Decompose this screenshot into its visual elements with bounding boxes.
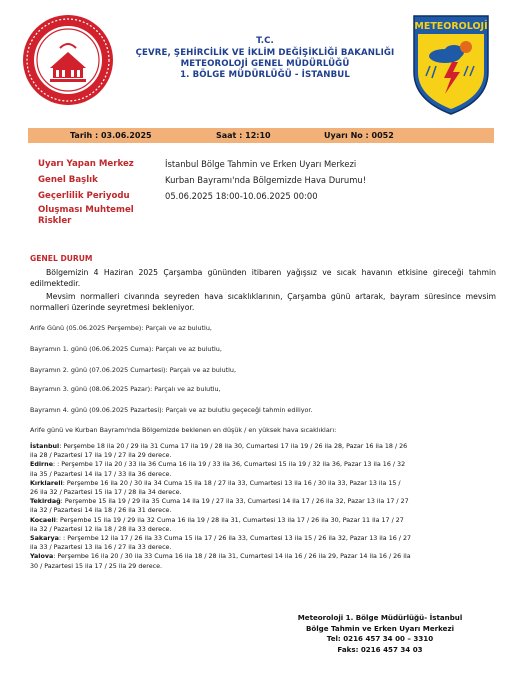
header-directorate: METEOROLOJİ GENEL MÜDÜRLÜĞÜ <box>180 59 350 69</box>
detail-label-center: Uyarı Yapan Merkez <box>38 159 134 169</box>
footer-fax: Faks: 0216 457 34 03 <box>337 644 423 654</box>
temp-city: Tekirdağ <box>30 498 61 506</box>
detail-value-title: Kurban Bayramı'nda Bölgemizde Hava Durumu! <box>165 175 367 185</box>
temp-row-tekirdag <box>30 497 498 506</box>
temp-row-sakarya <box>30 534 498 543</box>
temp-line: ila 28 / Pazartesi 17 ila 19 / 27 ila 29 derece. <box>30 452 172 460</box>
temp-line: ila 33 / Pazartesi 13 ila 16 / 27 ila 33 derece. <box>30 544 172 552</box>
header-tc: T.C. <box>256 36 274 46</box>
meteoroloji-shield-logo <box>412 14 490 116</box>
temp-line: ila 35 / Pazartesi 14 ila 17 / 33 ila 36 derece. <box>30 470 172 478</box>
day-forecast-2: Bayramın 2. günü (07.06.2025 Cumartesi): Parçalı ve az bulutlu, <box>30 366 237 374</box>
temp-line: ila 32 / Pazartesi 14 ila 18 / 26 ila 31 derece. <box>30 507 172 515</box>
temp-row-yalova <box>30 552 498 561</box>
detail-label-risks: Oluşması Muhtemel Riskler <box>38 205 134 226</box>
temp-row-cont <box>30 506 498 515</box>
day-forecast-1: Bayramın 1. günü (06.06.2025 Cuma): Parçalı ve az bulutlu, <box>30 345 222 353</box>
header-region: 1. BÖLGE MÜDÜRLÜĞÜ - İSTANBUL <box>180 70 350 80</box>
header-ministry: ÇEVRE, ŞEHİRCİLİK VE İKLİM DEĞİŞİKLİĞİ BAKANLIĞI <box>135 48 395 58</box>
temp-row-cont <box>30 525 498 534</box>
temp-line: : : Perşembe 12 ila 17 / 26 ila 33 Cuma 15 ila 17 / 26 ila 33, Cumartesi 13 ila 15 / 26 ila 32, Pazar 13 ila 16 / 27 <box>58 535 412 543</box>
temperature-list <box>30 442 498 571</box>
temp-city: Sakarya <box>30 535 59 543</box>
temp-row-cont <box>30 488 498 497</box>
general-paragraph-1: Bölgemizin 4 Haziran 2025 Çarşamba gününden itibaren yağışsız ve sıcak havanın etkisine gireceği tahmin edilmektedir. <box>30 268 496 289</box>
detail-value-validity: 05.06.2025 18:00-10.06.2025 00:00 <box>165 191 318 201</box>
temp-line: : Perşembe 15 ila 19 / 29 ila 35 Cuma 14 ila 19 / 27 ila 33, Cumartesi 14 ila 17 / 26 ila 32, Pazar 13 ila 17 / 27 <box>60 498 409 506</box>
temps-intro: Arife günü ve Kurban Bayramı'nda Bölgemizde beklenen en düşük / en yüksek hava sıcaklıkları: <box>30 426 337 434</box>
footer-contact <box>260 613 500 655</box>
general-paragraph-2: Mevsim normalleri civarında seyreden hava sıcaklıklarının, Çarşamba günü artarak, bayram süresince mevsim normalleri üzerinde seyretmesi bekleniyor. <box>30 292 496 313</box>
detail-label-title: Genel Başlık <box>38 175 98 185</box>
temp-row-edirne <box>30 460 498 469</box>
temp-line: : Perşembe 18 ila 20 / 29 ila 31 Cuma 17 ila 19 / 28 ila 30, Cumartesi 17 ila 19 / 26 ila 28, Pazar 16 ila 18 / 26 <box>59 443 408 450</box>
temp-line: : Perşembe 16 ila 20 / 30 ila 33 Cuma 16 ila 18 / 28 ila 31, Cumartesi 14 ila 16 / 26 ila 29, Pazar 14 ila 16 / 26 ila <box>53 553 411 561</box>
temp-line: : Perşembe 16 ila 20 / 30 ila 34 Cuma 15 ila 18 / 27 ila 33, Cumartesi 13 ila 16 / 30 ila 33, Pazar 13 ila 15 / <box>62 479 401 487</box>
day-forecast-arife: Arife Günü (05.06.2025 Perşembe): Parçalı ve az bulutlu, <box>30 324 212 332</box>
day-forecast-3: Bayramın 3. günü (08.06.2025 Pazar): Parçalı ve az bulutlu, <box>30 385 221 393</box>
date-field: Tarih : 03.06.2025 <box>70 131 152 140</box>
temp-row-cont <box>30 470 498 479</box>
detail-value-center: İstanbul Bölge Tahmin ve Erken Uyarı Merkezi <box>165 159 357 169</box>
warning-number: Uyarı No : 0052 <box>324 131 394 140</box>
temp-line: ila 32 / Pazartesi 12 ila 18 / 28 ila 33 derece. <box>30 525 172 533</box>
temp-line: 26 ila 32 / Pazartesi 15 ila 17 / 28 ila 34 derece. <box>30 489 182 497</box>
temp-row-cont <box>30 562 498 571</box>
ministry-seal-logo <box>20 12 116 108</box>
temp-city: İstanbul <box>30 443 60 450</box>
footer-phone: Tel: 0216 457 34 00 – 3310 <box>326 634 434 643</box>
temp-line: : Perşembe 15 ila 19 / 29 ila 32 Cuma 16 ila 19 / 28 ila 31, Cumartesi 13 ila 17 / 26 ila 30, Pazar 11 ila 17 / 27 <box>55 516 404 524</box>
temp-line: : : Perşembe 17 ila 20 / 33 ila 36 Cuma 16 ila 19 / 33 ila 36, Cumartesi 15 ila 19 / 32 ila 36, Pazar 13 ila 16 / 32 <box>53 461 406 469</box>
time-field: Saat : 12:10 <box>216 131 271 140</box>
temp-row-cont <box>30 451 498 460</box>
section-title-general: GENEL DURUM <box>30 254 93 263</box>
day-forecast-4: Bayramın 4. günü (09.06.2025 Pazartesi): Parçalı ve az bulutlu geçeceği tahmin ediliyor. <box>30 406 313 414</box>
info-bar <box>28 128 494 143</box>
footer-center: Bölge Tahmin ve Erken Uyarı Merkezi <box>305 623 455 633</box>
footer-org: Meteoroloji 1. Bölge Müdürlüğü- İstanbul <box>297 613 463 622</box>
temp-row-cont <box>30 543 498 552</box>
temp-row-istanbul <box>30 442 498 451</box>
temp-city: Kırklareli <box>30 479 63 487</box>
temp-city: Yalova <box>30 553 54 561</box>
detail-label-validity: Geçerlilik Periyodu <box>38 191 130 201</box>
temp-line: 30 / Pazartesi 15 ila 17 / 25 ila 29 derece. <box>30 562 163 570</box>
temp-row-kirklareli <box>30 479 498 488</box>
temp-city: Kocaeli <box>30 516 56 524</box>
temp-city: Edirne <box>30 461 53 469</box>
temp-row-kocaeli <box>30 516 498 525</box>
logo-right-text: METEOROLOJİ <box>414 21 488 32</box>
